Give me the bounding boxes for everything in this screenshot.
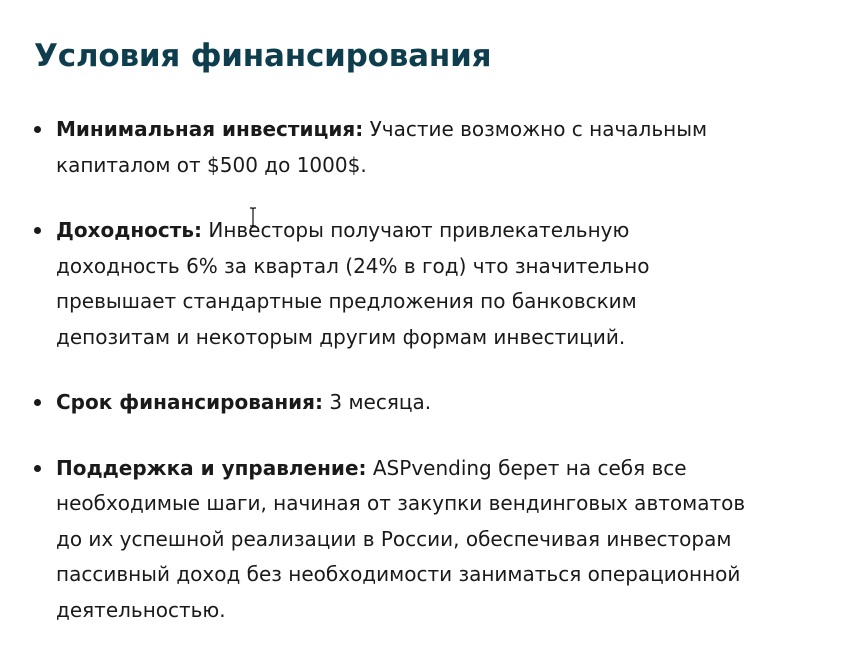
bullet-icon [34, 465, 41, 472]
bullet-icon [34, 126, 41, 133]
bullet-icon [34, 399, 41, 406]
bullet-icon [34, 227, 41, 234]
list-item-min-investment [34, 112, 754, 183]
text-cursor-icon [249, 207, 257, 227]
item-label: Поддержка и управление: [56, 455, 367, 480]
item-text: 3 месяца. [329, 390, 432, 414]
list-item-support [34, 451, 754, 629]
item-text: ASPvending берет на себя все необходимые шаги, начиная от закупки вендинговых автоматов до их успешной реализации в России, обеспечивая инвесторам пассивный доход без необходимости заниматься операционной деятельностью. [56, 455, 746, 622]
terms-list [34, 112, 754, 658]
item-text: Инвесторы получают привлекательную доходность 6% за квартал (24% в год) что значительно превышает стандартные предложения по банковским депозитам и некоторым другим формам инвестиций. [56, 218, 650, 349]
item-label: Доходность: [56, 218, 202, 242]
list-item-term [34, 385, 754, 421]
funding-terms-section [34, 36, 844, 622]
section-title: Условия финансирования [34, 38, 492, 74]
list-item-yield [34, 213, 754, 355]
item-label: Срок финансирования: [56, 390, 324, 414]
item-label: Минимальная инвестиция: [56, 117, 364, 141]
item-text: Участие возможно с начальным капиталом от $500 до 1000$. [56, 117, 708, 177]
